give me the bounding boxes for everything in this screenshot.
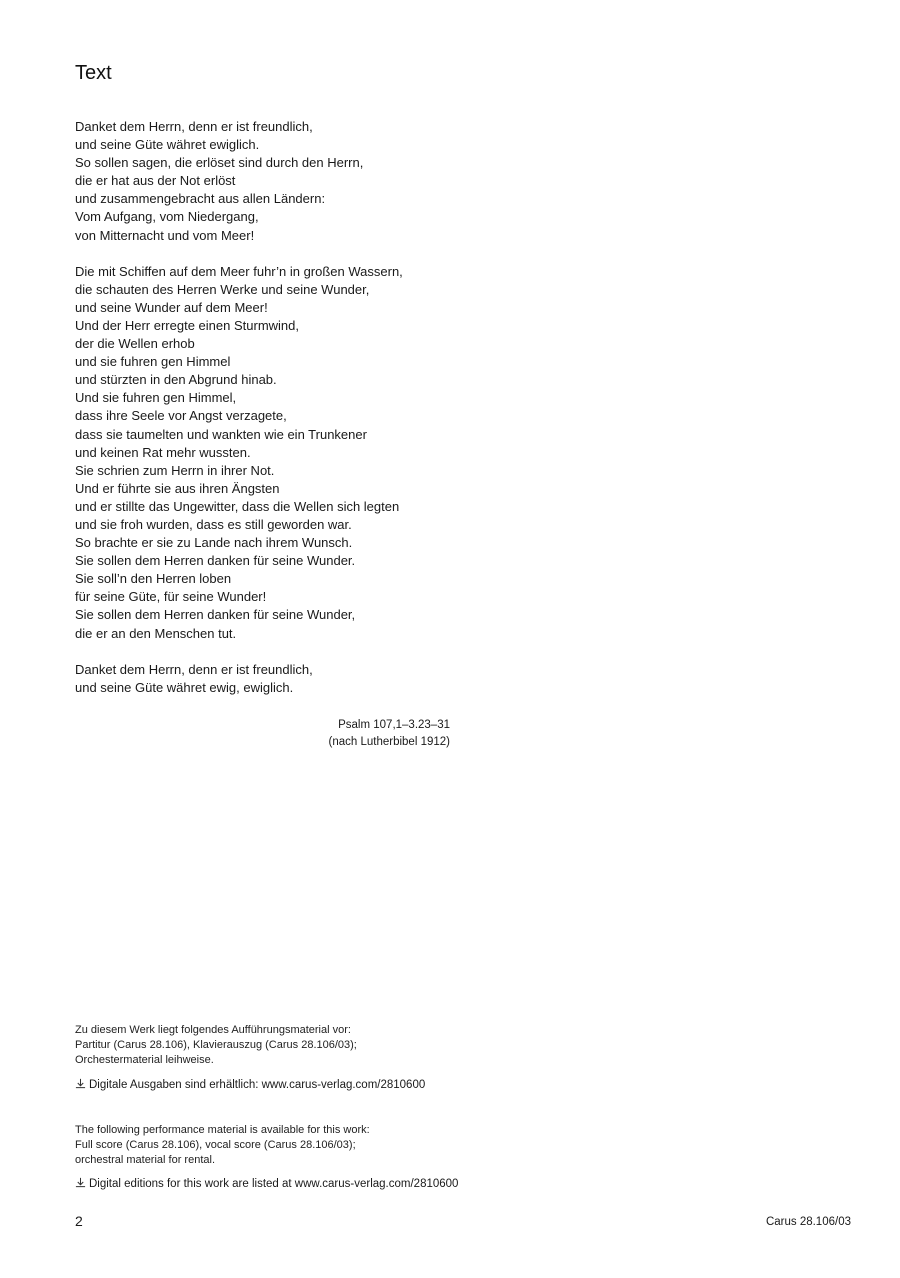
material-line: The following performance material is available for this work: <box>75 1124 370 1136</box>
poem-line: und stürzten in den Abgrund hinab. <box>75 372 277 388</box>
poem-line: und seine Wunder auf dem Meer! <box>75 299 268 315</box>
poem-line: Sie soll’n den Herren loben <box>75 571 232 587</box>
poem-line: Sie sollen dem Herren danken für seine Wunder, <box>75 607 356 623</box>
material-line: Full score (Carus 28.106), vocal score (Carus 28.106/03); <box>75 1139 356 1151</box>
stanza-2 <box>75 263 495 643</box>
material-line: Zu diesem Werk liegt folgendes Aufführungsmaterial vor: <box>75 1024 351 1036</box>
poem-line: die er hat aus der Not erlöst <box>75 173 236 189</box>
poem-line: Danket dem Herrn, denn er ist freundlich, <box>75 119 313 134</box>
poem-line: die schauten des Herren Werke und seine Wunder, <box>75 281 370 297</box>
poem-line: Die mit Schiffen auf dem Meer fuhr’n in großen Wassern, <box>75 263 403 279</box>
material-line: orchestral material for rental. <box>75 1154 215 1166</box>
poem-line: für seine Güte, für seine Wunder! <box>75 589 267 605</box>
poem-line: Und der Herr erregte einen Sturmwind, <box>75 317 299 333</box>
poem-line: Sie schrien zum Herrn in ihrer Not. <box>75 462 275 478</box>
download-icon <box>75 1078 86 1089</box>
source-citation <box>260 717 450 751</box>
poem-line: So sollen sagen, die erlöset sind durch den Herrn, <box>75 155 364 171</box>
performance-material-german <box>75 1023 595 1068</box>
stanza-1 <box>75 118 495 245</box>
bible-edition: (nach Lutherbibel 1912) <box>328 736 450 748</box>
poem-line: So brachte er sie zu Lande nach ihrem Wunsch. <box>75 535 353 551</box>
poem-line: und seine Güte währet ewig, ewiglich. <box>75 679 294 695</box>
poem-line: dass ihre Seele vor Angst verzagete, <box>75 408 287 424</box>
material-line: Partitur (Carus 28.106), Klavierauszug (Carus 28.106/03); <box>75 1039 357 1051</box>
poem-line: und zusammengebracht aus allen Ländern: <box>75 191 326 207</box>
poem-line: und keinen Rat mehr wussten. <box>75 444 251 460</box>
poem-line: und sie fuhren gen Himmel <box>75 354 231 370</box>
poem-line: Vom Aufgang, vom Niedergang, <box>75 209 259 225</box>
material-line: Orchestermaterial leihweise. <box>75 1054 214 1066</box>
poem-text <box>75 118 495 715</box>
poem-line: Und sie fuhren gen Himmel, <box>75 390 237 406</box>
poem-line: und sie froh wurden, dass es still geworden war. <box>75 516 352 532</box>
performance-material-english <box>75 1123 595 1168</box>
poem-line: von Mitternacht und vom Meer! <box>75 227 255 243</box>
poem-line: die er an den Menschen tut. <box>75 625 237 641</box>
digital-editions-link-en[interactable]: Digital editions for this work are listed at www.carus-verlag.com/2810600 <box>89 1178 459 1190</box>
download-icon <box>75 1177 86 1188</box>
catalog-number: Carus 28.106/03 <box>765 1216 851 1228</box>
poem-line: Und er führte sie aus ihren Ängsten <box>75 480 280 496</box>
page-title: Text <box>75 62 112 84</box>
page-number: 2 <box>75 1213 83 1229</box>
poem-line: der die Wellen erhob <box>75 336 195 352</box>
poem-line: Danket dem Herrn, denn er ist freundlich, <box>75 661 313 677</box>
poem-line: und er stillte das Ungewitter, dass die Wellen sich legten <box>75 498 400 514</box>
poem-line: Sie sollen dem Herren danken für seine Wunder. <box>75 553 356 569</box>
digital-editions-english <box>75 1176 458 1192</box>
psalm-reference: Psalm 107,1–3.23–31 <box>338 719 450 731</box>
poem-line: dass sie taumelten und wankten wie ein Trunkener <box>75 426 367 442</box>
poem-line: und seine Güte währet ewiglich. <box>75 137 260 153</box>
digital-editions-german <box>75 1077 425 1093</box>
digital-editions-link-de[interactable]: Digitale Ausgaben sind erhältlich: www.carus-verlag.com/2810600 <box>89 1079 426 1091</box>
stanza-3 <box>75 661 495 697</box>
